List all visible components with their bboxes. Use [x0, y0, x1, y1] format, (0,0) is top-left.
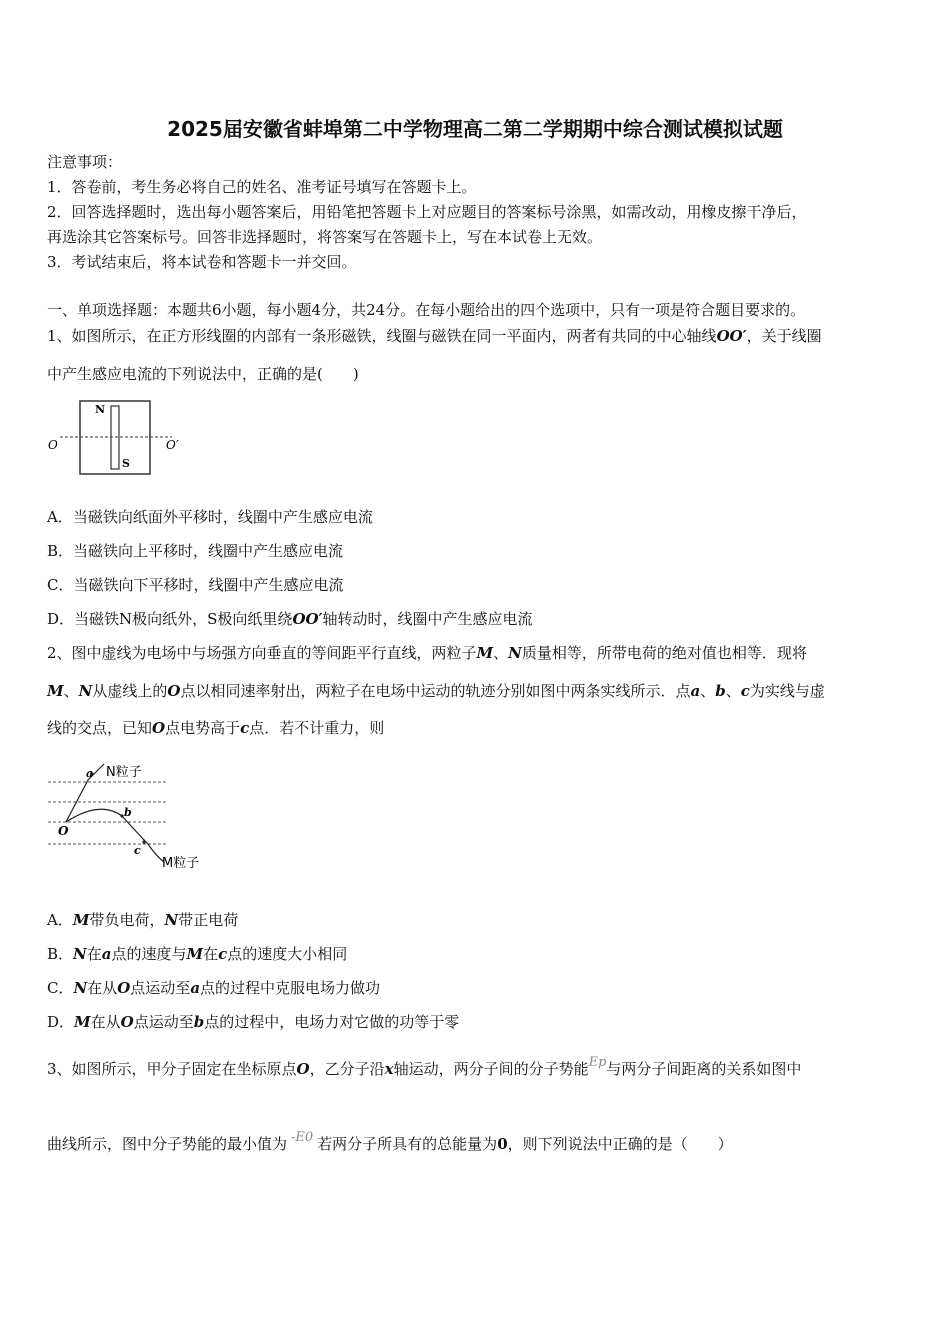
text: 质量相等，所带电荷的绝对值也相等．现将: [521, 644, 807, 662]
label-c: c: [134, 844, 141, 857]
text: 线的交点，已知: [47, 719, 153, 737]
var: c: [218, 945, 228, 963]
m-particle-label: M粒子: [162, 856, 200, 871]
text: 点以相同速率射出，两粒子在电场中运动的轨迹分别如图中两条实线所示．点: [180, 682, 691, 700]
notice-item: 2．回答选择题时，选出每小题答案后，用铅笔把答题卡上对应题目的答案标号涂黑，如需改动，用橡皮擦干净后，: [47, 203, 807, 221]
q2-option-b: [47, 944, 347, 964]
var: M: [72, 911, 90, 929]
text: 从虚线上的: [92, 682, 168, 700]
q2-stem-line1: [47, 643, 807, 663]
q2-option-a: [47, 910, 238, 930]
text: 在: [86, 945, 102, 963]
var: N: [164, 911, 179, 929]
q2-stem-line2: [47, 681, 825, 701]
q1-option-a: A．当磁铁向纸面外平移时，线圈中产生感应电流: [47, 508, 373, 526]
var: M: [476, 644, 494, 662]
page-title: 2025届安徽省蚌埠第二中学物理高二第二学期期中综合测试模拟试题: [167, 117, 783, 141]
text: 、: [493, 644, 509, 662]
text: 点运动至: [133, 1013, 194, 1031]
coil-magnet-figure: [44, 394, 194, 480]
var: O: [152, 719, 166, 737]
text: 带正电荷: [178, 911, 239, 929]
text: 在从: [87, 979, 118, 997]
notice-item: 再选涂其它答案标号。回答非选择题时，将答案写在答题卡上，写在本试卷上无效。: [47, 228, 603, 246]
q2-stem-line3: [47, 718, 384, 738]
text: 轴转动时，线圈中产生感应电流: [322, 610, 533, 628]
text: 曲线所示，图中分子势能的最小值为: [47, 1135, 288, 1153]
var: O: [120, 1013, 134, 1031]
q3-stem-line1: [47, 1055, 802, 1081]
text: 若两分子所具有的总能量为: [317, 1135, 498, 1153]
text: B．: [47, 945, 74, 963]
text: 、: [700, 682, 716, 700]
text: 轴运动，两分子间的分子势能: [393, 1060, 589, 1078]
var: a: [690, 682, 701, 700]
text: C．: [47, 979, 74, 997]
text: 、: [63, 682, 79, 700]
q1-stem-line2: 中产生感应电流的下列说法中，正确的是( ): [47, 365, 359, 383]
var: a: [190, 979, 201, 997]
var: N: [73, 979, 88, 997]
notice-heading: 注意事项：: [47, 153, 123, 171]
var: O: [117, 979, 131, 997]
text: 带负电荷，: [89, 911, 165, 929]
text: ，乙分子沿: [309, 1060, 385, 1078]
axis-label: OO′: [292, 610, 323, 628]
text: ，关于线圈: [746, 327, 822, 345]
var: M: [74, 1013, 91, 1031]
text: 在从: [90, 1013, 121, 1031]
q1-option-c: C．当磁铁向下平移时，线圈中产生感应电流: [47, 576, 344, 594]
var: N: [78, 682, 93, 700]
point-c: [142, 840, 145, 843]
section-heading: 一、单项选择题：本题共6小题，每小题4分，共24分。在每小题给出的四个选项中，只有一项是符合题目要求的。: [47, 301, 806, 319]
text: 为实线与虚: [749, 682, 825, 700]
text: D．当磁铁N极向纸外，S极向纸里绕: [47, 610, 293, 628]
text: 点．若不计重力，则: [249, 719, 385, 737]
var: M: [186, 945, 204, 963]
electric-field-figure: [44, 756, 219, 878]
value: 0: [497, 1135, 508, 1153]
var: c: [240, 719, 250, 737]
text: 点的过程中，电场力对它做的功等于零: [204, 1013, 460, 1031]
text: D．: [47, 1013, 75, 1031]
text: 点运动至: [130, 979, 191, 997]
s-pole-label: S: [122, 457, 130, 470]
q2-option-c: [47, 978, 380, 998]
q1-option-d: [47, 609, 533, 629]
text: 、: [725, 682, 741, 700]
q1-option-b: B．当磁铁向上平移时，线圈中产生感应电流: [47, 542, 344, 560]
e0-symbol: -E0: [291, 1130, 314, 1145]
text: ，则下列说法中正确的是（ ）: [507, 1135, 733, 1153]
var: N: [508, 644, 522, 662]
q2-option-d: [47, 1012, 459, 1032]
var: b: [193, 1013, 205, 1031]
q3-stem-line2: [47, 1130, 733, 1156]
o-label: O: [48, 438, 58, 452]
m-trajectory: [66, 809, 164, 862]
text: 点的速度大小相同: [227, 945, 348, 963]
notice-item: 3．考试结束后，将本试卷和答题卡一并交回。: [47, 253, 357, 271]
text: 点的过程中克服电场力做功: [200, 979, 381, 997]
q1-stem-line1: [47, 326, 822, 346]
text: 3、如图所示，甲分子固定在坐标原点: [47, 1060, 297, 1078]
ep-symbol: Ep: [588, 1055, 607, 1070]
text: 与两分子间距离的关系如图中: [606, 1060, 802, 1078]
var: c: [740, 682, 750, 700]
label-b: b: [124, 806, 132, 819]
n-trajectory: [66, 764, 104, 822]
text: A．: [47, 911, 73, 929]
text: 2、图中虚线为电场中与场强方向垂直的等间距平行直线，两粒子: [47, 644, 477, 662]
var: a: [101, 945, 112, 963]
text: 1、如图所示，在正方形线圈的内部有一条形磁铁，线圈与磁铁在同一平面内，两者有共同的中心轴线: [47, 327, 717, 345]
var: b: [715, 682, 726, 700]
var: O: [296, 1060, 310, 1078]
var: M: [47, 682, 64, 700]
axis-label: OO′: [716, 327, 747, 345]
n-particle-label: N粒子: [106, 765, 142, 780]
text: 在: [203, 945, 219, 963]
var: N: [73, 945, 87, 963]
var: x: [384, 1060, 394, 1078]
notice-item: 1．答卷前，考生务必将自己的姓名、准考证号填写在答题卡上。: [47, 178, 477, 196]
n-pole-label: N: [95, 403, 106, 416]
label-o: O: [58, 824, 69, 838]
text: 点电势高于: [165, 719, 241, 737]
var: O: [167, 682, 181, 700]
o-prime-label: O′: [166, 438, 179, 452]
label-a: a: [86, 767, 94, 780]
text: 点的速度与: [111, 945, 187, 963]
